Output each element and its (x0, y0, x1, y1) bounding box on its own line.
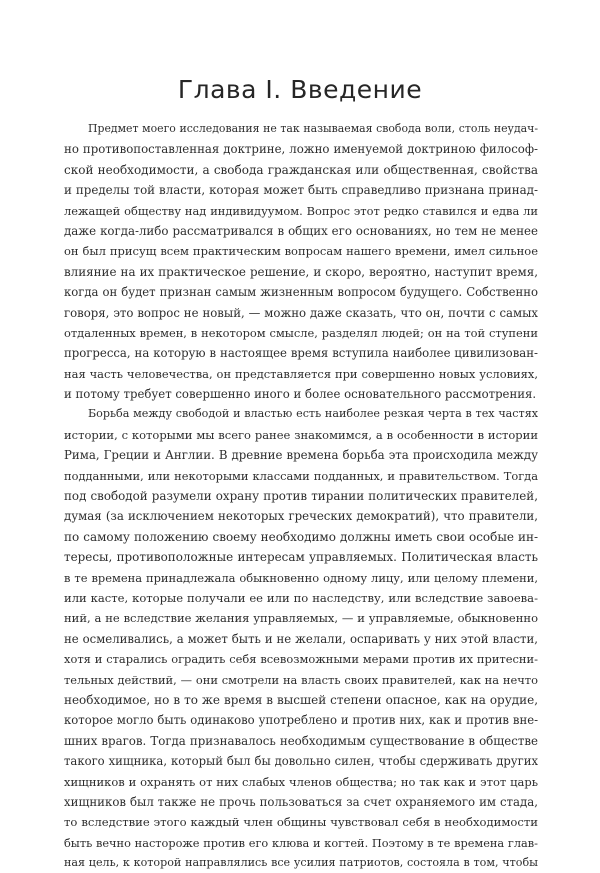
text-line: ная часть человечества, он представляется при совершенно новых условиях, (64, 366, 538, 381)
text-line: ской необходимости, а свобода гражданская или общественная, свойства (64, 162, 538, 177)
text-line: влияние на их практическое решение, и скоро, вероятно, наступит время, (64, 264, 538, 279)
text-line: то вследствие этого каждый член общины чувствовал себя в необходимости (64, 815, 538, 830)
text-line: в те времена принадлежала обыкновенно одному лицу, или целому племени, (64, 570, 538, 585)
text-line: ний, а не вследствие желания управляемых, — и управляемые, обыкновенно (64, 611, 538, 626)
chapter-title: Глава I. Введение (177, 75, 423, 104)
text-line: тельных действий, — они смотрели на власть своих правителей, как на нечто (64, 672, 538, 687)
text-line: или касте, которые получали ее или по наследству, или вследствие завоева- (64, 590, 538, 605)
text-line: истории, с которыми мы всего ранее знакомимся, а в особенности в истории (64, 427, 538, 442)
paragraph-2 (64, 404, 538, 873)
text-line: и пределы той власти, которая может быть справедливо признана принад- (64, 183, 538, 198)
text-line: и потому требует совершенно иного и более основательного рассмотрения. (64, 387, 537, 402)
text-line: говоря, это вопрос не новый, — можно даже сказать, что он, почти с самых (64, 305, 538, 320)
text-line: под свободой разумели охрану против тирании политических правителей, (64, 489, 538, 504)
text-line: отдаленных времен, в некотором смысле, разделял людей; он на той ступени (64, 325, 538, 340)
text-line: он был присущ всем практическим вопросам нашего времени, имел сильное (64, 244, 538, 259)
text-line: которое могло быть одинаково употреблено и против них, как и против вне- (64, 713, 538, 728)
text-line: ная цель, к которой направлялись все усилия патриотов, состояла в том, чтобы (64, 856, 538, 870)
text-line: но противопоставленная доктрине, ложно именуемой доктриною философ- (64, 142, 538, 157)
text-line: когда он будет признан самым жизненным вопросом будущего. Собственно (64, 285, 538, 300)
text-line: такого хищника, который был бы довольно силен, чтобы сдерживать других (64, 754, 538, 769)
text-line: подданными, или некоторыми классами подданных, и правительством. Тогда (64, 468, 538, 483)
text-line: хотя и старались оградить себя всевозможными мерами против их притесни- (64, 652, 538, 667)
text-line: Предмет моего исследования не так называемая свобода воли, столь неудач- (88, 122, 538, 135)
text-line: Рима, Греции и Англии. В древние времена борьба эта происходила между (64, 448, 538, 463)
text-line: даже когда-либо рассматривался в общих его основаниях, но тем не менее (64, 223, 538, 238)
text-line: Борьба между свободой и властью есть наиболее резкая черта в тех частях (88, 407, 538, 421)
text-line: хищников был также не прочь пользоваться за счет охраняемого им стада, (64, 794, 538, 809)
text-line: тересы, противоположные интересам управляемых. Политическая власть (64, 550, 538, 565)
text-line: необходимое, но в то же время в высшей степени опасное, как на орудие, (64, 692, 538, 707)
text-line: не осмеливались, а может быть и не желали, оспаривать у них этой власти, (64, 631, 538, 646)
text-line: прогресса, на которую в настоящее время вступила наиболее цивилизован- (64, 346, 538, 361)
text-line: лежащей обществу над индивидуумом. Вопрос этот редко ставился и едва ли (64, 203, 538, 218)
body-text (64, 119, 538, 873)
text-line: быть вечно настороже против его клюва и когтей. Поэтому в те времена глав- (64, 835, 538, 850)
text-line: шних врагов. Тогда признавалось необходимым существование в обществе (64, 733, 538, 748)
paragraph-1 (64, 119, 538, 404)
text-line: хищников и охранять от них слабых членов общества; но так как и этот царь (64, 774, 538, 789)
text-line: думая (за исключением некоторых греческих демократий), что правители, (64, 509, 538, 524)
text-line: по самому положению своему необходимо должны иметь свои особые ин- (64, 529, 538, 544)
